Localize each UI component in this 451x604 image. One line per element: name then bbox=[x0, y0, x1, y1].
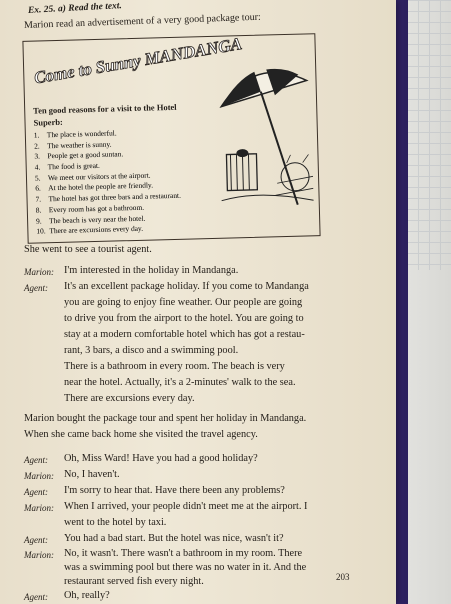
dialogue-line: I'm interested in the holiday in Mandanga. bbox=[64, 265, 239, 276]
speaker-label: Marion: bbox=[24, 471, 54, 481]
speaker-label: Agent: bbox=[24, 283, 48, 293]
dialogue-line: No, I haven't. bbox=[64, 469, 120, 480]
dialogue-line: stay at a modern comfortable hotel which has got a restau- bbox=[64, 329, 305, 340]
list-item: 10. There are excursions every day. bbox=[36, 223, 144, 236]
dialogue-line: Oh, really? bbox=[64, 590, 110, 601]
dialogue-line: Oh, Miss Ward! Have you had a good holiday? bbox=[64, 453, 258, 464]
dialogue-line: When I arrived, your people didn't meet me at the airport. I bbox=[64, 501, 308, 512]
dialogue-line: to drive you from the airport to the hotel. You are going to bbox=[64, 313, 304, 324]
dialogue-line: There is a bathroom in every room. The beach is very bbox=[64, 361, 285, 372]
advertisement-box bbox=[22, 33, 320, 244]
list-item: 9. The beach is very near the hotel. bbox=[35, 213, 146, 226]
exercise-heading: Ex. 25. a) Read the text. bbox=[27, 1, 123, 16]
dialogue-line: I'm sorry to hear that. Have there been any problems? bbox=[64, 485, 285, 496]
list-item: 3. People get a good suntan. bbox=[34, 149, 124, 161]
ad-hotel-name: Superb: bbox=[33, 116, 63, 128]
ad-subtitle: Ten good reasons for a visit to the Hotel bbox=[33, 101, 177, 116]
reasons-list bbox=[34, 127, 182, 238]
exercise-intro: Marion read an advertisement of a very good package tour: bbox=[23, 11, 261, 31]
speaker-label: Marion: bbox=[24, 503, 54, 513]
dialogue-line: restaurant served fish every night. bbox=[64, 576, 204, 587]
dialogue-line: It's an excellent package holiday. If you come to Mandanga bbox=[64, 281, 309, 292]
speaker-label: Marion: bbox=[24, 550, 54, 560]
speaker-label: Agent: bbox=[24, 455, 48, 465]
dialogue-line: No, it wasn't. There wasn't a bathroom in my room. There bbox=[64, 548, 303, 559]
narration: She went to see a tourist agent. bbox=[24, 244, 152, 255]
dialogue-line: near the hotel. Actually, it's a 2-minutes' walk to the sea. bbox=[64, 377, 296, 388]
narration: When she came back home she visited the travel agency. bbox=[24, 429, 258, 440]
page-number: 203 bbox=[336, 572, 350, 582]
dialogue-line: You had a bad start. But the hotel was nice, wasn't it? bbox=[64, 533, 284, 544]
list-item: 5. We meet our visitors at the airport. bbox=[34, 170, 151, 183]
dialogue-line: you are going to enjoy fine weather. Our people are going bbox=[64, 297, 303, 308]
speaker-label: Agent: bbox=[24, 535, 48, 545]
dialogue-line: was a swimming pool but there was no water in it. And the bbox=[64, 562, 307, 573]
dialogue-line: went to the hotel by taxi. bbox=[64, 517, 167, 528]
narration: Marion bought the package tour and spent her holiday in Mandanga. bbox=[24, 413, 307, 424]
list-item: 4. The food is great. bbox=[34, 160, 100, 172]
dialogue-line: rant, 3 bars, a disco and a swimming pool. bbox=[64, 345, 239, 356]
list-item: 7. The hotel has got three bars and a restaurant. bbox=[35, 190, 181, 204]
list-item: 1. The place is wonderful. bbox=[33, 128, 117, 140]
ad-title: Come to Sunny MANDANGA bbox=[32, 34, 244, 88]
speaker-label: Agent: bbox=[24, 487, 48, 497]
speaker-label: Marion: bbox=[24, 267, 54, 277]
dialogue-line: There are excursions every day. bbox=[64, 393, 195, 404]
beach-umbrella-illustration bbox=[214, 58, 314, 210]
list-item: 6. At the hotel the people are friendly. bbox=[35, 180, 154, 194]
list-item: 8. Every room has got a bathroom. bbox=[35, 202, 145, 215]
speaker-label: Agent: bbox=[24, 592, 48, 602]
list-item: 2. The weather is sunny. bbox=[34, 139, 112, 151]
